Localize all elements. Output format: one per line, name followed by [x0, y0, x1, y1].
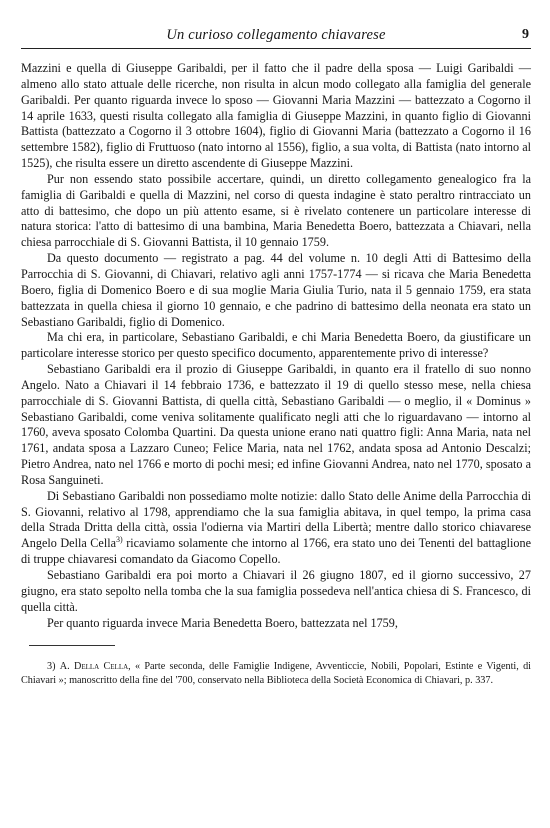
page-number: 9: [522, 27, 529, 42]
footnote: [21, 660, 531, 687]
footnote-author: A. Della Cella: [59, 661, 129, 673]
footnote-marker: 3): [47, 661, 56, 673]
footnote-text: , « Parte seconda, delle Famiglie Indigene, Avventiccie, Nobili, Popolari, Estinte e Vigenti, di Chiavari »; manoscritto della fine del '700, conservato nella Biblioteca della Società Economica di Chiavari, p. 337.: [21, 661, 532, 686]
page: [21, 26, 531, 687]
page-header: [21, 26, 531, 49]
footnote-reference[interactable]: 3): [116, 535, 123, 545]
paragraph-3: Da questo documento — registrato a pag. 44 del volume n. 10 degli Atti di Battesimo della Parrocchia di S. Giovanni, di Chiavari, relativo agli anni 1757-1774 — si ricava che Maria Benedetta Boero, figlia di Domenico Boero e di sua moglie Maria Giulia Turio, nata il 5 gennaio 1759, era stata battezzata in quella chiesa il giorno 10 gennaio, e che padrino di battesimo della neonata era stato un Sebastiano Garibaldi, figlio di Domenico.: [21, 251, 531, 329]
paragraph-5: Sebastiano Garibaldi era il prozio di Giuseppe Garibaldi, in quanto era il fratello di suo nonno Angelo. Nato a Chiavari il 14 febbraio 1736, e battezzato il 19 di quello stesso mese, nella chiesa parrocchiale di S. Giovanni Battista, di quella città, Sebastiano Garibaldi — o meglio, il « Dominus » Sebastiano Garibaldi, come veniva solitamente qualificato negli atti che lo riguardavano — intorno al 1760, aveva sposato Colomba Quartini. Da questa unione erano nati quattro figli: Anna Maria, nata nel 1761, andata sposa a Lazzaro Cuneo; Felice Maria, nata nel 1762, andata sposa ad Antonio Descalzi; Pietro Andrea, nato nel 1766 e morto di pochi mesi; ed infine Giovanni Andrea, nato nel 1770, sposato a Rosa Sanguineti.: [21, 362, 531, 487]
paragraph-2: Pur non essendo stato possibile accertare, quindi, un diretto collegamento genealogico fra la famiglia di Garibaldi e quella di Mazzini, nel corso di questa indagine è stato peraltro rintracciato un atto di battesimo, che dopo un più attento esame, si è rivelato contenere un particolare interesse di natura storica: l'atto di battesimo di una bambina, Maria Benedetta Boero, battezzata a Chiavari, nella chiesa parrocchiale di S. Giovanni Battista, il 10 gennaio 1759.: [21, 171, 531, 250]
paragraph-1: Mazzini e quella di Giuseppe Garibaldi, per il fatto che il padre della sposa — Luigi Garibaldi — almeno allo stato attuale delle ricerche, non risulta in alcun modo collegato alla famiglia del generale Garibaldi. Per quanto riguarda invece lo sposo — Giovanni Maria Mazzini — battezzato a Cogorno il 14 aprile 1633, questi risulta collegato alla famiglia di Giuseppe Mazzini, in quanto figlio di Giovanni Battista (battezzato a Cogorno il 3 ottobre 1604), figlio di Giovanni Maria (battezzato a Cogorno il 16 settembre 1582), figlio di Fruttuoso (nato intorno al 1556), figlio, a sua volta, di Battista (nato intorno al 1525), che risulta essere un diretto ascendente di Giuseppe Mazzini.: [21, 61, 531, 171]
paragraph-6-part-2: ricaviamo solamente che intorno al 1766, era stato uno dei Tenenti del battaglione di truppe chiavaresi comandato da Giacomo Copello.: [21, 536, 531, 567]
body-text: [21, 61, 531, 631]
paragraph-4: Ma chi era, in particolare, Sebastiano Garibaldi, e chi Maria Benedetta Boero, da giustificare un particolare interesse storico per questo specifico documento, apparentemente privo di interesse?: [21, 330, 531, 361]
footnote-divider: [29, 645, 115, 646]
paragraph-6-part-1: Di Sebastiano Garibaldi non possediamo molte notizie: dallo Stato delle Anime della Parrocchia di S. Giovanni, relativo al 1798, apprendiamo che la sua famiglia abitava, in quel tempo, la prima casa della Strada Dritta della città, ossia l'odierna via Martiri della Libertà; mentre dallo storico chiavarese Angelo Della Cella: [21, 488, 531, 551]
paragraph-8: Per quanto riguarda invece Maria Benedetta Boero, battezzata nel 1759,: [47, 615, 398, 630]
paragraph-6: [21, 489, 531, 568]
paragraph-7: Sebastiano Garibaldi era poi morto a Chiavari il 26 giugno 1807, ed il giorno successivo, 27 giugno, era stato sepolto nella tomba che la sua famiglia possedeva nell'antica chiesa di S. Francesco, di quella città.: [21, 568, 531, 614]
running-title: Un curioso collegamento chiavarese: [166, 27, 386, 43]
